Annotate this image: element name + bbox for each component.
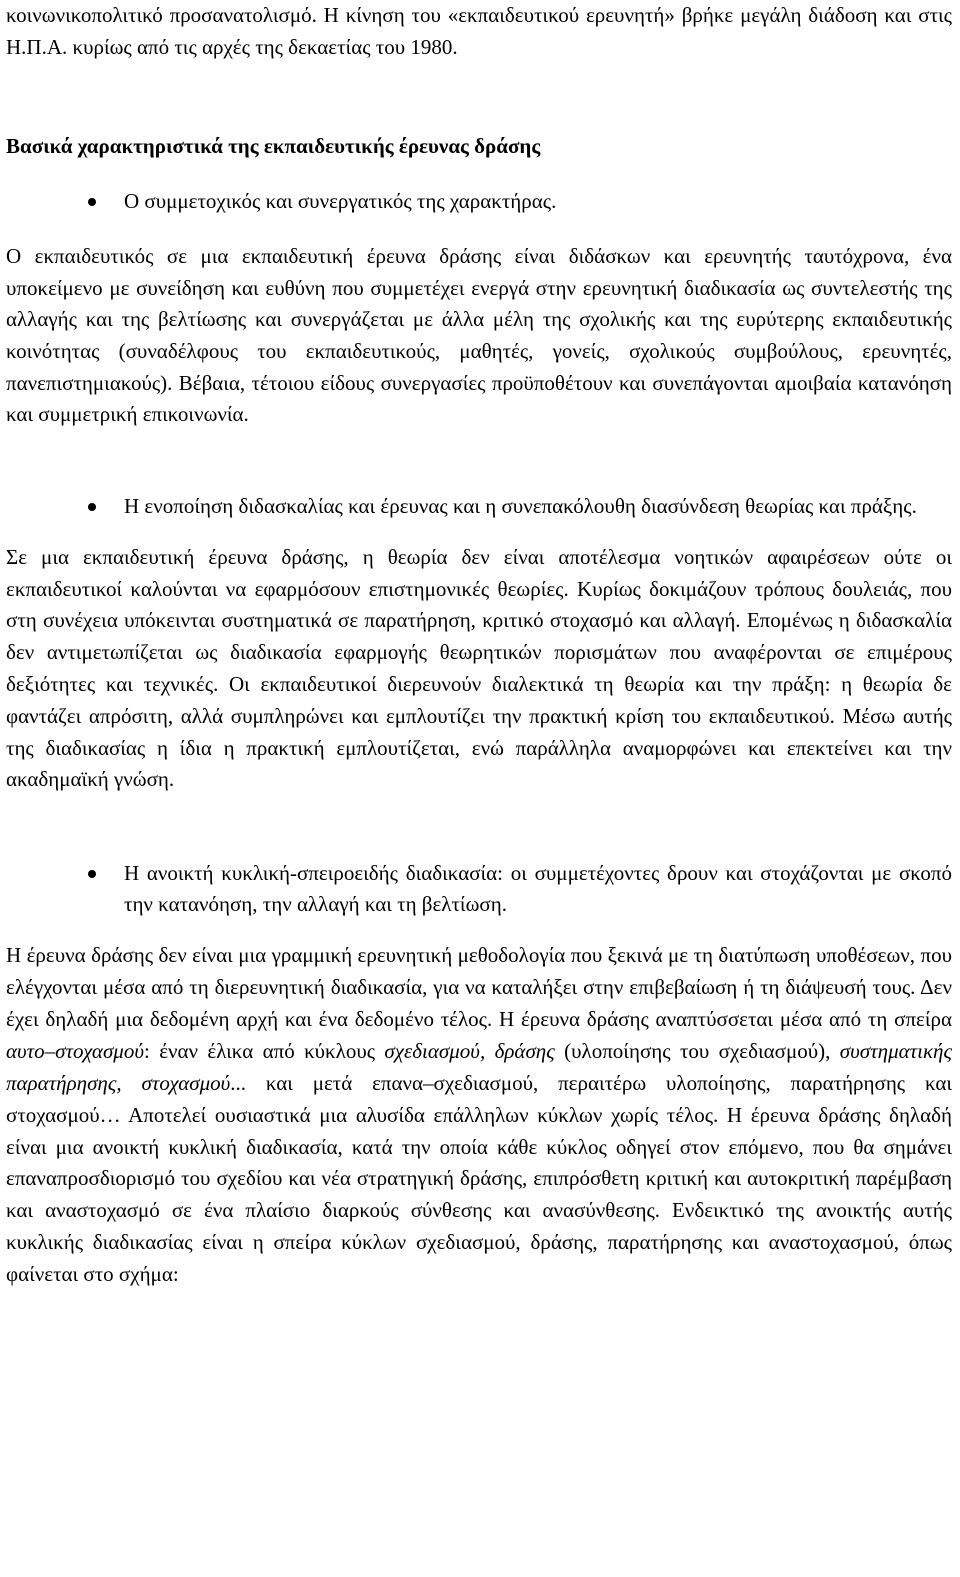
bullet-icon <box>88 870 96 878</box>
bullet-item-cyclical <box>6 858 952 920</box>
document-page <box>6 0 952 1291</box>
bullet-icon <box>88 198 96 206</box>
italic-run: συστηματικής παρατήρησης, στοχασμού <box>6 1038 952 1095</box>
bullet-text: Η ενοποίηση διδασκαλίας και έρευνας και η συνεπακόλουθη διασύνδεση θεωρίας και πράξης. <box>124 493 917 518</box>
italic-run: αυτο–στοχασμού <box>6 1038 144 1063</box>
italic-run: σχεδιασμού, δράσης <box>384 1038 555 1063</box>
intro-paragraph: κοινωνικοπολιτικό προσανατολισμό. Η κίνηση του «εκπαιδευτικού ερευνητή» βρήκε μεγάλη διάδοση και στις Η.Π.Α. κυρίως από τις αρχές της δεκαετίας του 1980. <box>6 3 952 59</box>
text-run: ... και μετά επανα–σχεδιασμού, περαιτέρω υλοποίησης, παρατήρησης και στοχασμού… Αποτελεί ουσιαστικά μια αλυσίδα επάλληλων κύκλων χωρίς τέλος. Η έρευνα δράσης δηλαδή είναι μια ανοικτή κυκλική διαδικασία, κατά την οποία κάθε κύκλος οδηγεί στον επόμενο, που θα σημάνει επαναπροσδιορισμό του σχεδίου και νέα στρατηγική δράσης, επιπρόσθετη κριτική και αυτοκριτική παρέμβαση και αναστοχασμό σε ένα πλαίσιο διαρκούς σύνθεσης και ανασύνθεσης. Ενδεικτικό της ανοικτής αυτής κυκλικής διαδικασίας είναι η σπείρα κύκλων σχεδιασμού, δράσης, παρατήρησης και αναστοχασμού, όπως φαίνεται στο σχήμα: <box>6 1070 952 1287</box>
text-run: : έναν έλικα από κύκλους <box>144 1038 385 1063</box>
text-run: (υλοποίησης του σχεδιασμού), <box>554 1038 840 1063</box>
section-heading: Βασικά χαρακτηριστικά της εκπαιδευτικής έρευνας δράσης <box>6 134 541 159</box>
bullet-text: Ο συμμετοχικός και συνεργατικός της χαρακτήρας. <box>124 189 557 214</box>
paragraph-spiral <box>6 940 952 1291</box>
text-run: Η έρευνα δράσης δεν είναι μια γραμμική ερευνητική μεθοδολογία που ξεκινά με τη διατύπωση υποθέσεων, που ελέγχονται μέσα από τη διερευνητική διαδικασία, για να καταλήξει στην επιβεβαίωση ή τη διάψευσή τους. Δεν έχει δηλαδή μια δεδομένη αρχή και ένα δεδομένο τέλος. Η έρευνα δράσης αναπτύσσεται μέσα από τη σπείρα <box>6 943 952 1031</box>
paragraph-participatory: Ο εκπαιδευτικός σε μια εκπαιδευτική έρευνα δράσης είναι διδάσκων και ερευνητής ταυτόχρονα, ένα υποκείμενο με συνείδηση και ευθύνη που συμμετέχει ενεργά στην ερευνητική διαδικασία ως συντελεστής της αλλαγής και της βελτίωσης και συνεργάζεται με άλλα μέλη της σχολικής και της ευρύτερης εκπαιδευτικής κοινότητας (συναδέλφους του εκπαιδευτικούς, μαθητές, γονείς, σχολικούς συμβούλους, ερευνητές, πανεπιστημιακούς). Βέβαια, τέτοιου είδους συνεργασίες προϋποθέτουν και συνεπάγονται αμοιβαία κατανόηση και συμμετρική επικοινωνία. <box>6 244 952 427</box>
bullet-text: Η ανοικτή κυκλική-σπειροειδής διαδικασία: οι συμμετέχοντες δρουν και στοχάζονται με σκοπό την κατανόηση, την αλλαγή και τη βελτίωση. <box>124 861 952 917</box>
paragraph-theory-practice: Σε μια εκπαιδευτική έρευνα δράσης, η θεωρία δεν είναι αποτέλεσμα νοητικών αφαιρέσεων ούτε οι εκπαιδευτικοί καλούνται να εφαρμόσουν επιστημονικές θεωρίες. Κυρίως δοκιμάζουν τρόπους δουλειάς, που στη συνέχεια υπόκεινται συστηματικά σε παρατήρηση, κριτικό στοχασμό και αλλαγή. Επομένως η διδασκαλία δεν αντιμετωπίζεται ως διαδικασία εφαρμογής θεωρητικών πορισμάτων που αναφέρονται σε επιμέρους δεξιότητες και τεχνικές. Οι εκπαιδευτικοί διερευνούν διαλεκτικά τη θεωρία και την πράξη: η θεωρία δε φαντάζει απρόσιτη, αλλά συμπληρώνει και εμπλουτίζει την πρακτική κρίση του εκπαιδευτικού. Μέσω αυτής της διαδικασίας η ίδια η πρακτική εμπλουτίζεται, ενώ παράλληλα αναμορφώνει και επεκτείνει και την ακαδημαϊκή γνώση. <box>6 544 952 792</box>
bullet-icon <box>88 503 96 511</box>
bullet-item-participatory <box>6 186 952 217</box>
bullet-item-unification <box>6 491 952 522</box>
